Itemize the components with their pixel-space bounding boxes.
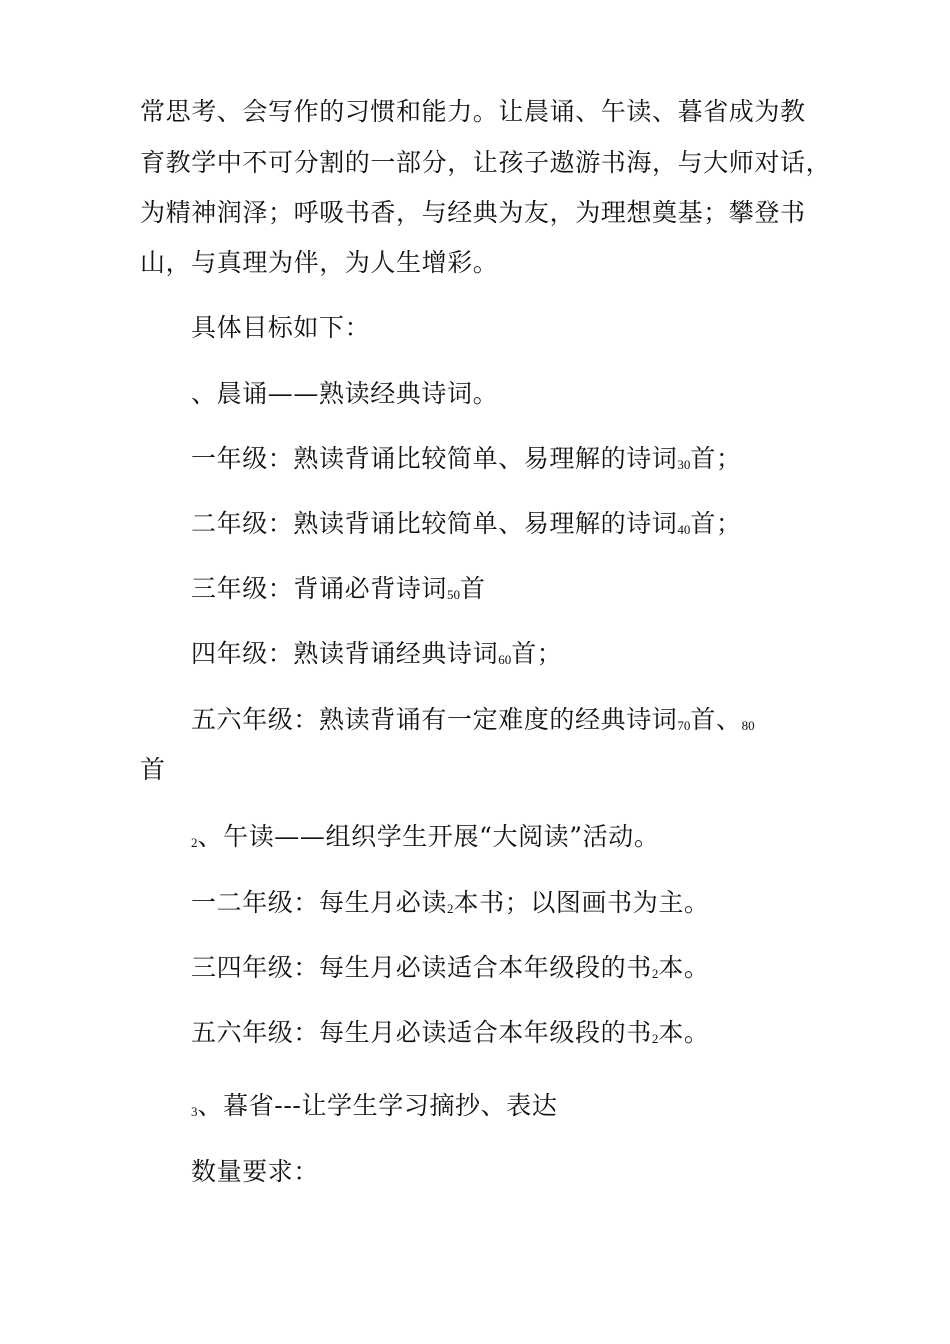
section3-number: 3 xyxy=(191,1104,198,1119)
goals-heading: 具体目标如下： xyxy=(191,313,371,342)
grade4-count: 60 xyxy=(498,652,512,667)
grade2-count: 40 xyxy=(677,522,691,537)
grade2-text: 二年级：熟读背诵比较简单、易理解的诗词 xyxy=(191,509,678,538)
s2-grade56-text: 五六年级：每生月必读适合本年级段的书 xyxy=(191,1018,652,1047)
section3-title-text: 、暮省---让学生学习摘抄、表达 xyxy=(197,1091,558,1120)
section1-grade56-wrap: 首 xyxy=(140,755,166,784)
intro-line-3: 为精神润泽；呼吸书香，与经典为友，为理想奠基；攀登书 xyxy=(140,198,806,227)
grade4-text: 四年级：熟读背诵经典诗词 xyxy=(191,639,499,668)
intro-line-2: 育教学中不可分割的一部分，让孩子遨游书海，与大师对话， xyxy=(140,148,832,177)
section1-grade1 xyxy=(191,442,742,482)
grade12-count: 2 xyxy=(447,901,454,916)
grade3-count: 50 xyxy=(447,587,461,602)
section3-title xyxy=(191,1089,557,1129)
section1-grade4 xyxy=(191,637,562,677)
grade3-text: 三年级：背诵必背诗词 xyxy=(191,574,448,603)
s2-grade56-suffix: 本。 xyxy=(658,1018,710,1047)
grade34-text: 三四年级：每生月必读适合本年级段的书 xyxy=(191,953,652,982)
section2-title-text: 、午读——组织学生开展“大阅读”活动。 xyxy=(197,822,660,851)
section1-title: 、晨诵——熟读经典诗词。 xyxy=(191,379,499,408)
section2-grade56 xyxy=(191,1016,710,1056)
grade2-suffix: 首； xyxy=(690,509,742,538)
grade56-text: 五六年级：熟读背诵有一定难度的经典诗词 xyxy=(191,705,678,734)
grade34-suffix: 本。 xyxy=(658,953,710,982)
quantity-heading: 数量要求： xyxy=(191,1157,320,1186)
grade34-count: 2 xyxy=(651,966,659,981)
grade4-suffix: 首； xyxy=(511,639,563,668)
s2-grade56-count: 2 xyxy=(651,1031,659,1046)
grade12-suffix: 本书；以图画书为主。 xyxy=(453,888,710,917)
grade3-suffix: 首 xyxy=(460,574,486,603)
grade12-text: 一二年级：每生月必读 xyxy=(191,888,448,917)
section1-grade56 xyxy=(191,703,755,743)
section2-title xyxy=(191,820,659,860)
section2-grade34 xyxy=(191,951,710,991)
section2-grade12 xyxy=(191,886,710,926)
grade56-count-2: 80 xyxy=(741,718,755,733)
grade1-suffix: 首； xyxy=(690,444,742,473)
section2-number: 2 xyxy=(191,835,198,850)
grade56-count-1: 70 xyxy=(677,718,691,733)
grade56-mid: 首、 xyxy=(690,705,742,734)
section1-grade2 xyxy=(191,507,742,547)
section1-grade3 xyxy=(191,572,486,612)
grade1-text: 一年级：熟读背诵比较简单、易理解的诗词 xyxy=(191,444,678,473)
intro-line-1: 常思考、会写作的习惯和能力。让晨诵、午读、暮省成为教 xyxy=(140,97,806,126)
grade1-count: 30 xyxy=(677,457,691,472)
intro-line-4: 山，与真理为伴，为人生增彩。 xyxy=(140,248,499,277)
